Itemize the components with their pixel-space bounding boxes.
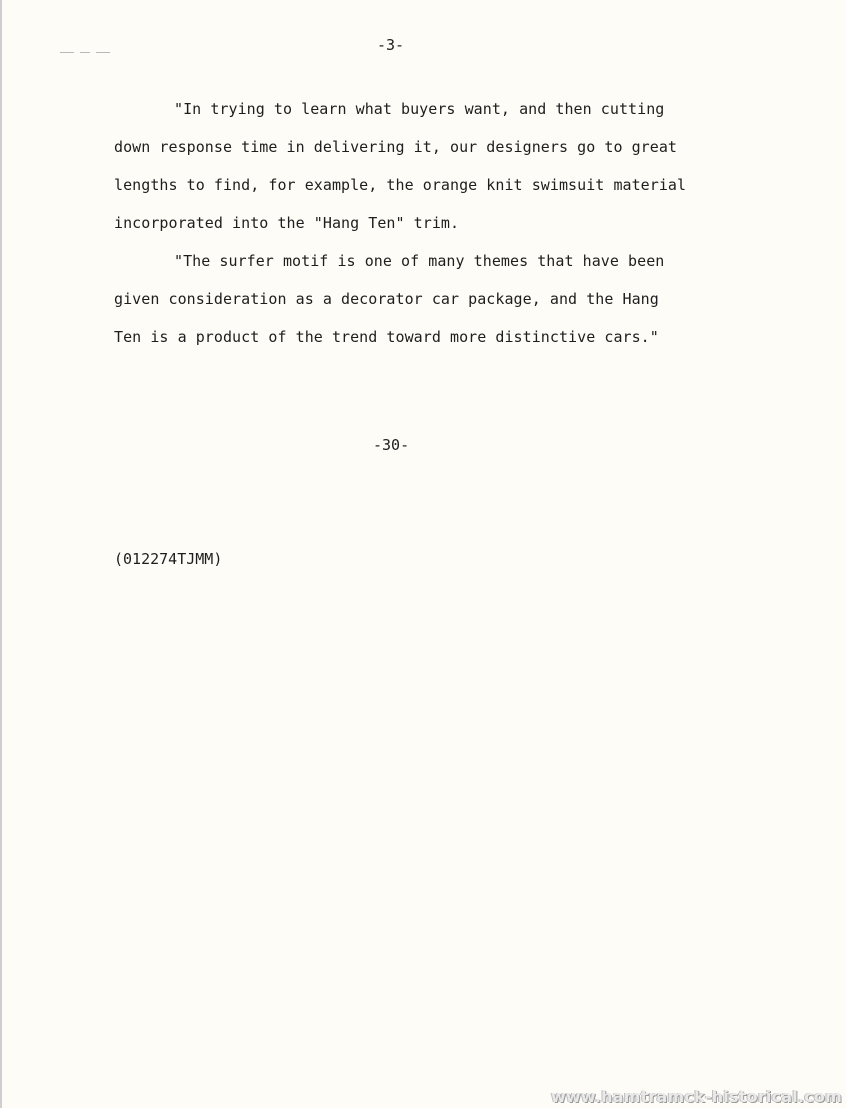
- scan-edge: [0, 0, 2, 1108]
- paragraph-2-line-2: given consideration as a decorator car package, and the Hang: [114, 290, 659, 308]
- paragraph-1-line-1: "In trying to learn what buyers want, and then cutting: [174, 100, 665, 118]
- paragraph-1-line-4: incorporated into the "Hang Ten" trim.: [114, 214, 460, 232]
- file-code: (012274TJMM): [114, 550, 223, 568]
- end-mark: -30-: [373, 436, 410, 454]
- watermark: www.hamtramck-historical.com: [550, 1087, 842, 1106]
- stray-pencil-mark: [60, 50, 112, 54]
- paragraph-1-line-2: down response time in delivering it, our designers go to great: [114, 138, 678, 156]
- page-number: -3-: [377, 36, 405, 54]
- body-text: [114, 90, 774, 356]
- paragraph-2-line-3: Ten is a product of the trend toward more distinctive cars.": [114, 328, 659, 346]
- paragraph-2-line-1: "The surfer motif is one of many themes that have been: [174, 252, 665, 270]
- paragraph-1-line-3: lengths to find, for example, the orange knit swimsuit material: [114, 176, 687, 194]
